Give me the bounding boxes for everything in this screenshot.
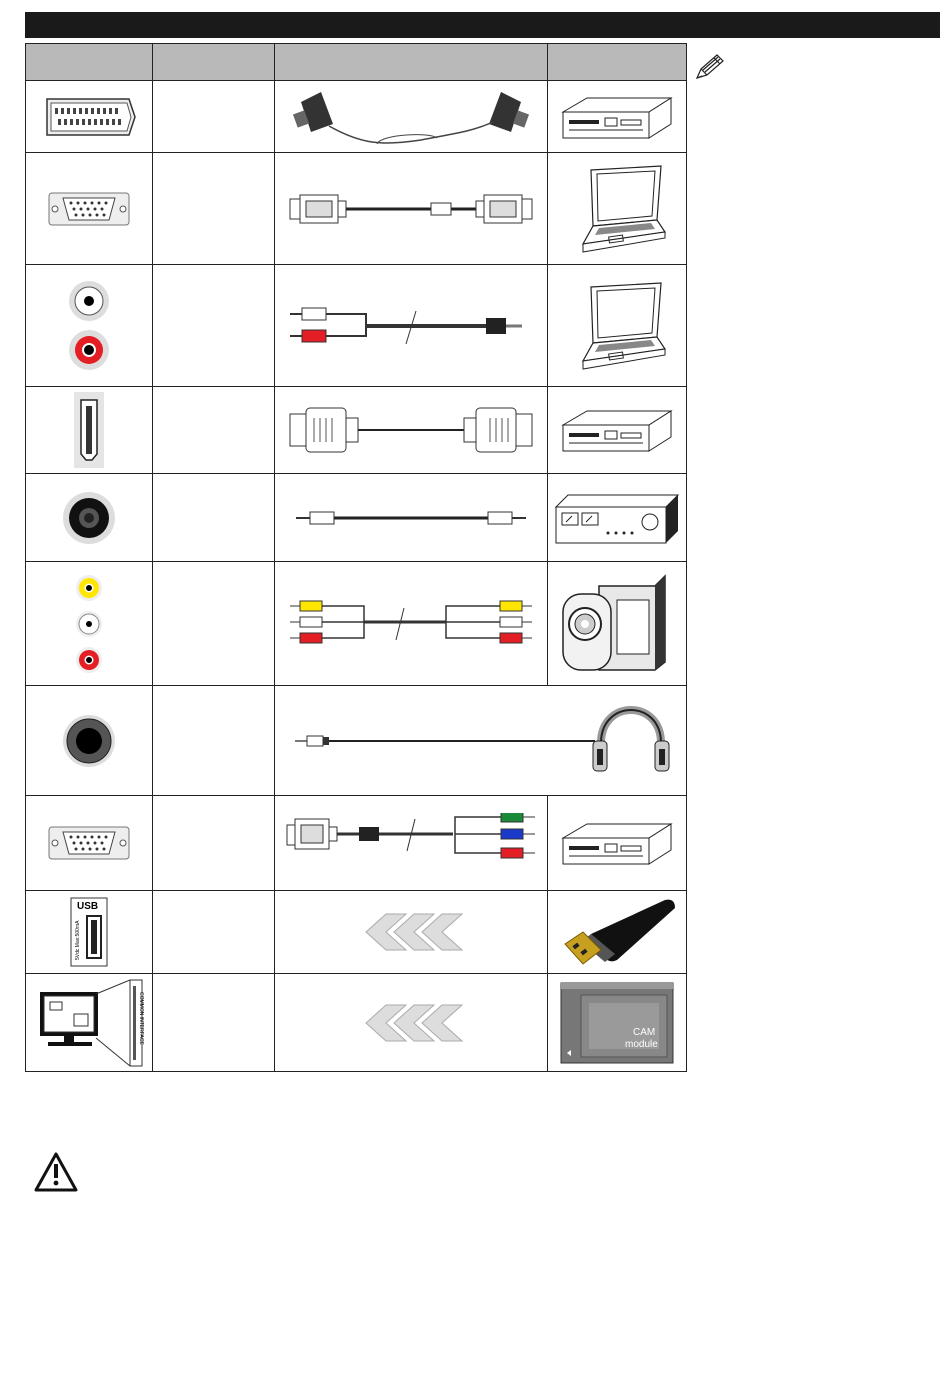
usb-port-icon	[26, 891, 153, 974]
rca-audio-port-icon	[26, 265, 153, 387]
scart-cable-icon	[275, 81, 548, 153]
hdmi-cable-icon	[275, 387, 548, 474]
av-ports-icon	[26, 562, 153, 686]
insert-arrows-icon	[275, 891, 548, 974]
vga-port-icon	[26, 153, 153, 265]
row-label	[152, 474, 275, 562]
row-label	[152, 974, 275, 1072]
table-row	[26, 686, 687, 796]
headphone-jack-icon	[26, 686, 153, 796]
av-cable-icon	[275, 562, 548, 686]
laptop-icon	[548, 265, 687, 387]
pencil-icon	[693, 52, 727, 82]
row-label	[152, 562, 275, 686]
vga-cable-icon	[275, 153, 548, 265]
scart-port-icon	[26, 81, 153, 153]
dvd-recorder-icon	[548, 387, 687, 474]
insert-arrows-icon	[275, 974, 548, 1072]
table-row	[26, 265, 687, 387]
connection-table	[25, 43, 687, 1072]
hdmi-port-icon	[26, 387, 153, 474]
usb-label: USB	[76, 901, 98, 912]
row-label	[152, 891, 275, 974]
table-header	[26, 44, 687, 81]
vga-port-icon	[26, 796, 153, 891]
coaxial-cable-icon	[275, 474, 548, 562]
laptop-icon	[548, 153, 687, 265]
table-row	[26, 81, 687, 153]
cam-module-icon	[548, 974, 687, 1072]
rca-to-jack-cable-icon	[275, 265, 548, 387]
usb-stick-icon	[548, 891, 687, 974]
ci-side-text: COMMON INTERFACE	[137, 991, 144, 1045]
header-device	[548, 44, 687, 81]
ypbpr-cable-icon	[275, 796, 548, 891]
row-label	[152, 265, 275, 387]
row-label	[152, 153, 275, 265]
table-row	[26, 974, 687, 1072]
table-row	[26, 796, 687, 891]
ci-slot-icon	[26, 974, 153, 1072]
row-label	[152, 796, 275, 891]
cam-line2: module	[625, 1038, 658, 1050]
dvd-recorder-icon	[548, 81, 687, 153]
usb-side-text: 5Vdc Max:500mA	[74, 920, 81, 960]
cam-line1: CAM	[633, 1026, 656, 1038]
row-label	[152, 387, 275, 474]
camcorder-icon	[548, 562, 687, 686]
table-row	[26, 474, 687, 562]
table-row	[26, 891, 687, 974]
table-row	[26, 562, 687, 686]
coaxial-port-icon	[26, 474, 153, 562]
header-cable	[275, 44, 548, 81]
header-connector	[26, 44, 153, 81]
header-type	[152, 44, 275, 81]
row-label	[152, 686, 275, 796]
amplifier-icon	[548, 474, 687, 562]
table-row	[26, 153, 687, 265]
title-bar	[25, 12, 940, 38]
dvd-recorder-icon	[548, 796, 687, 891]
table-row	[26, 387, 687, 474]
row-label	[152, 81, 275, 153]
headphone-cable-icon	[275, 686, 687, 796]
warning-icon	[32, 1150, 80, 1194]
